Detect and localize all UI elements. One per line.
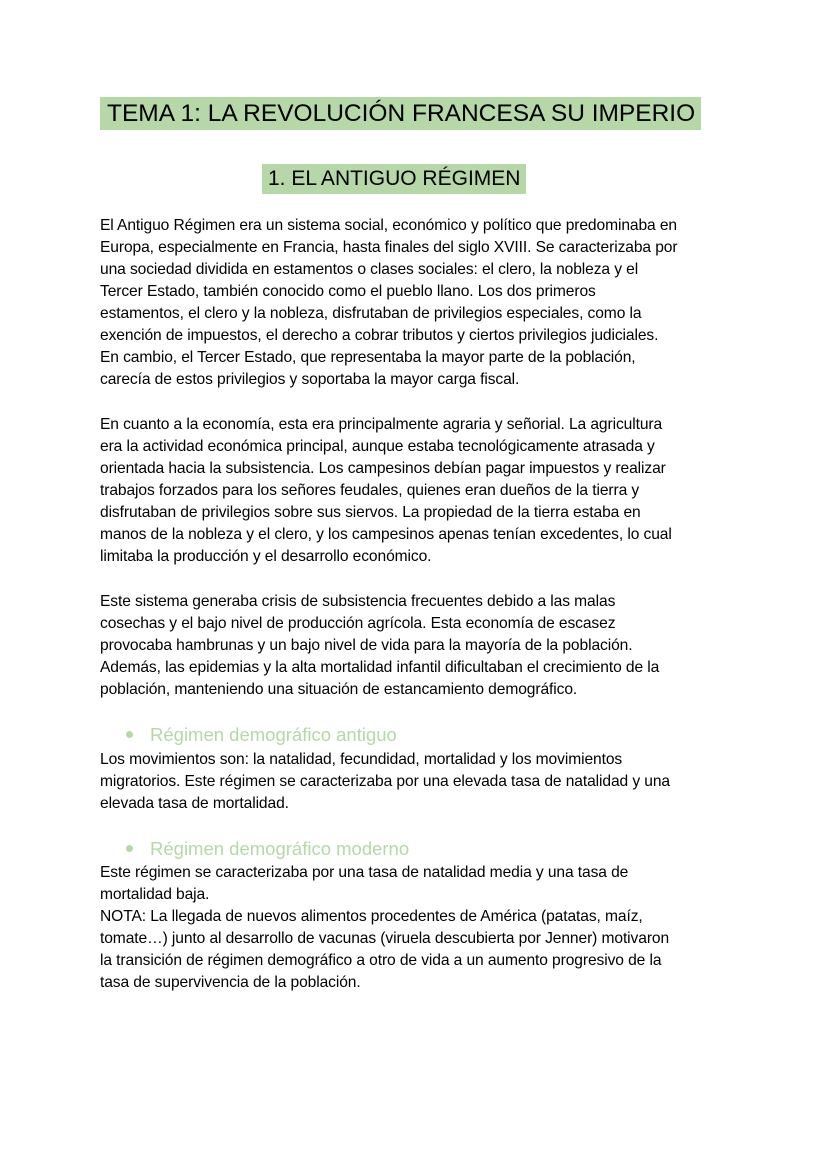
text-line: carecía de estos privilegios y soportaba la mayor carga fiscal. — [100, 371, 520, 388]
bullet-label: Régimen demográfico antiguo — [150, 724, 397, 745]
text-line: Además, las epidemias y la alta mortalidad infantil dificultaban el crecimiento de la — [100, 659, 660, 676]
text-line: Europa, especialmente en Francia, hasta finales del siglo XVIII. Se caracterizaba por — [100, 239, 678, 256]
text-line: Este régimen se caracterizaba por una tasa de natalidad media y una tasa de — [100, 864, 629, 881]
section-title: 1. EL ANTIGUO RÉGIMEN — [262, 164, 526, 194]
bullet-regimen-antiguo — [126, 723, 397, 747]
text-line: Este sistema generaba crisis de subsistencia frecuentes debido a las malas — [100, 593, 616, 610]
paragraph-regimen-antiguo — [100, 749, 740, 815]
text-line: tasa de supervivencia de la población. — [100, 974, 361, 991]
paragraph-economia — [100, 414, 740, 568]
text-line: orientada hacia la subsistencia. Los campesinos debían pagar impuestos y realizar — [100, 460, 666, 477]
text-line: la transición de régimen demográfico a otro de vida a un aumento progresivo de la — [100, 952, 662, 969]
text-line: mortalidad baja. — [100, 886, 210, 903]
text-line: limitaba la producción y el desarrollo económico. — [100, 548, 432, 565]
text-line: El Antiguo Régimen era un sistema social, económico y político que predominaba en — [100, 217, 678, 234]
bullet-dot-icon — [126, 845, 133, 852]
paragraph-antiguo-regimen — [100, 215, 740, 391]
page-title: TEMA 1: LA REVOLUCIÓN FRANCESA SU IMPERIO — [100, 97, 701, 130]
bullet-dot-icon — [126, 731, 133, 738]
text-line: migratorios. Este régimen se caracterizaba por una elevada tasa de natalidad y una — [100, 773, 670, 790]
text-line: era la actividad económica principal, aunque estaba tecnológicamente atrasada y — [100, 438, 655, 455]
bullet-regimen-moderno — [126, 837, 409, 861]
text-line: provocaba hambrunas y un bajo nivel de vida para la mayoría de la población. — [100, 637, 633, 654]
text-line: NOTA: La llegada de nuevos alimentos procedentes de América (patatas, maíz, — [100, 908, 643, 925]
text-line: una sociedad dividida en estamentos o clases sociales: el clero, la nobleza y el — [100, 261, 639, 278]
text-line: manos de la nobleza y el clero, y los campesinos apenas tenían excedentes, lo cual — [100, 526, 672, 543]
text-line: estamentos, el clero y la nobleza, disfrutaban de privilegios especiales, como la — [100, 305, 642, 322]
text-line: disfrutaban de privilegios sobre sus siervos. La propiedad de la tierra estaba en — [100, 504, 641, 521]
text-line: Los movimientos son: la natalidad, fecundidad, mortalidad y los movimientos — [100, 751, 623, 768]
text-line: tomate…) junto al desarrollo de vacunas (viruela descubierta por Jenner) motivaron — [100, 930, 670, 947]
text-line: cosechas y el bajo nivel de producción agrícola. Esta economía de escasez — [100, 615, 616, 632]
text-line: exención de impuestos, el derecho a cobrar tributos y ciertos privilegios judiciales. — [100, 327, 659, 344]
text-line: elevada tasa de mortalidad. — [100, 795, 289, 812]
text-line: trabajos forzados para los señores feudales, quienes eran dueños de la tierra y — [100, 482, 640, 499]
text-line: En cambio, el Tercer Estado, que representaba la mayor parte de la población, — [100, 349, 636, 366]
paragraph-regimen-moderno — [100, 862, 740, 994]
paragraph-crisis — [100, 591, 740, 701]
text-line: En cuanto a la economía, esta era principalmente agraria y señorial. La agricultura — [100, 416, 663, 433]
text-line: Tercer Estado, también conocido como el pueblo llano. Los dos primeros — [100, 283, 596, 300]
text-line: población, manteniendo una situación de estancamiento demográfico. — [100, 681, 578, 698]
bullet-label: Régimen demográfico moderno — [150, 838, 410, 859]
